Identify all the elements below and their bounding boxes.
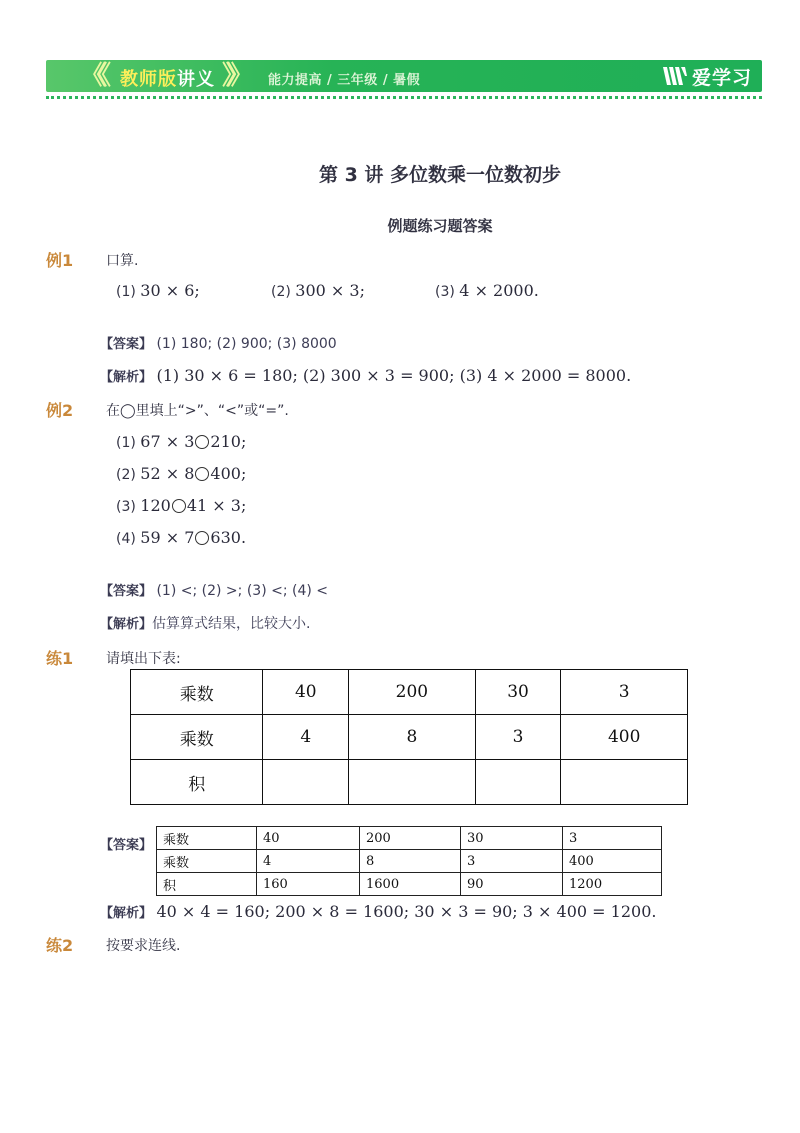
example-2-answer: 【答案】 (1) <; (2) >; (3) <; (4) <: [100, 583, 329, 599]
example-2-item-3: (3) 120 41 × 3;: [116, 496, 247, 515]
page-title: 第 3 讲 多位数乘一位数初步: [318, 164, 562, 186]
aixuexi-logo-icon: [662, 64, 688, 88]
blank-circle-icon: [195, 435, 209, 449]
lecture-type-title: 教师版讲义: [120, 69, 215, 90]
practice-2-prompt: 按要求连线.: [106, 938, 181, 954]
table-row: [157, 850, 662, 873]
table-cell: 200: [349, 670, 476, 715]
table-cell: 积: [157, 873, 257, 896]
double-chevron-left-icon: 《《: [80, 61, 104, 91]
table-cell: 30: [475, 670, 561, 715]
table-row: [131, 760, 688, 805]
table-cell: 3: [461, 850, 563, 873]
breadcrumb: 能力提高 / 三年级 / 暑假: [268, 73, 421, 88]
blank-circle-icon: [195, 467, 209, 481]
practice-1-analysis: 【解析】 40 × 4 = 160; 200 × 8 = 1600; 30 × 3 = 90; 3 × 400 = 1200.: [100, 902, 657, 921]
table-cell: 4: [263, 715, 349, 760]
practice-2-tag: 练2: [46, 936, 74, 955]
table-cell: 8: [360, 850, 461, 873]
header-banner: [46, 60, 762, 92]
practice-1-prompt: 请填出下表:: [106, 651, 181, 667]
table-row: [157, 873, 662, 896]
brand-name: 爱学习: [691, 66, 752, 89]
table-cell: 160: [257, 873, 360, 896]
example-1-item-3: (3) 4 × 2000.: [435, 281, 539, 300]
example-1-answer: 【答案】 (1) 180; (2) 900; (3) 8000: [100, 336, 337, 352]
table-cell: 400: [563, 850, 662, 873]
table-cell: [263, 760, 349, 805]
example-1-prompt: 口算.: [106, 253, 139, 269]
table-cell: 30: [461, 827, 563, 850]
blank-circle-icon: [172, 499, 186, 513]
table-cell: 3: [561, 670, 688, 715]
table-cell: 8: [349, 715, 476, 760]
page-subtitle: 例题练习题答案: [387, 217, 493, 235]
example-1-item-2: (2) 300 × 3;: [271, 281, 365, 300]
example-2-tag: 例2: [46, 401, 74, 420]
table-row: [131, 715, 688, 760]
table-cell: [475, 760, 561, 805]
table-cell: 乘数: [157, 850, 257, 873]
table-cell: 3: [475, 715, 561, 760]
example-1-analysis: 【解析】 (1) 30 × 6 = 180; (2) 300 × 3 = 900; (3) 4 × 2000 = 8000.: [100, 366, 632, 385]
example-2-item-1: (1) 67 × 3 210;: [116, 432, 247, 451]
double-chevron-right-icon: 》》: [222, 61, 246, 91]
blank-circle-icon: [195, 531, 209, 545]
table-cell: 40: [257, 827, 360, 850]
example-1-item-1: (1) 30 × 6;: [116, 281, 200, 300]
table-cell: 1200: [563, 873, 662, 896]
table-cell: 90: [461, 873, 563, 896]
brand: [662, 62, 752, 90]
practice-1-answer-label: 【答案】: [100, 838, 153, 853]
table-cell: 乘数: [157, 827, 257, 850]
table-cell: 积: [131, 760, 263, 805]
table-cell: [561, 760, 688, 805]
table-cell: 乘数: [131, 670, 263, 715]
example-1-tag: 例1: [46, 251, 74, 270]
practice-1-tag: 练1: [46, 649, 74, 668]
table-cell: 3: [563, 827, 662, 850]
practice-1-table: [130, 669, 688, 805]
example-2-item-2: (2) 52 × 8 400;: [116, 464, 247, 483]
table-cell: 4: [257, 850, 360, 873]
dotted-divider: [46, 96, 762, 99]
example-2-item-4: (4) 59 × 7 630.: [116, 528, 247, 547]
table-cell: 乘数: [131, 715, 263, 760]
table-row: [131, 670, 688, 715]
example-2-analysis: 【解析】估算算式结果，比较大小.: [100, 616, 311, 632]
table-row: [157, 827, 662, 850]
table-cell: 40: [263, 670, 349, 715]
table-cell: [349, 760, 476, 805]
table-cell: 1600: [360, 873, 461, 896]
example-2-prompt: 在◯里填上“>”、“<”或“=”.: [106, 403, 289, 419]
practice-1-answer-table: [156, 826, 662, 896]
table-cell: 200: [360, 827, 461, 850]
table-cell: 400: [561, 715, 688, 760]
